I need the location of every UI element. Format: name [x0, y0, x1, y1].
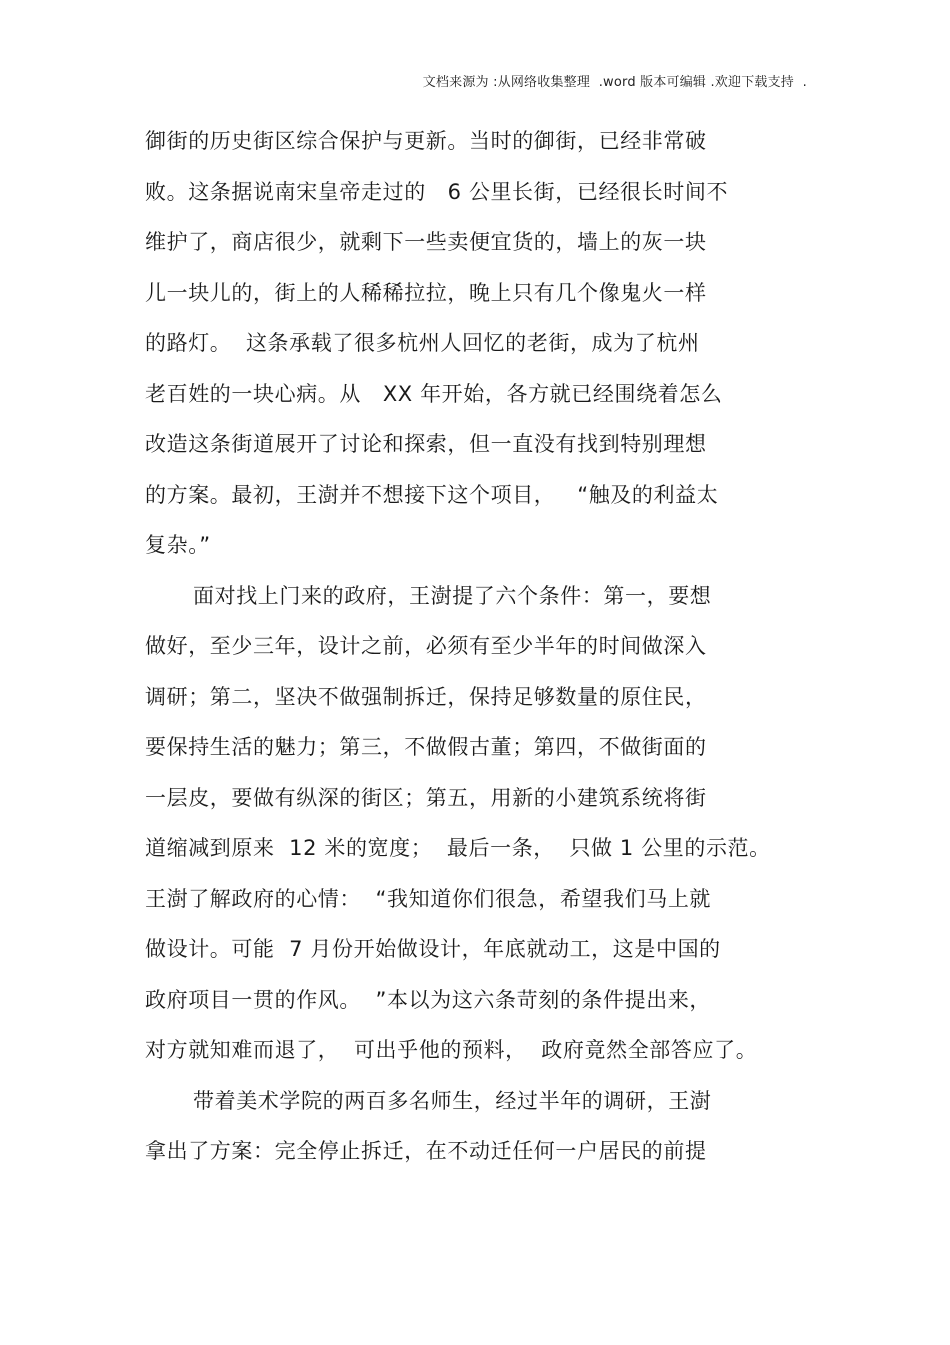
text-line: 御街的历史街区综合保护与更新。当时的御街，已经非常破: [145, 129, 707, 153]
text-line: 拿出了方案：完全停止拆迁，在不动迁任何一户居民的前提: [145, 1139, 707, 1163]
paragraph-2: [145, 577, 805, 1082]
text-line: 一层皮，要做有纵深的街区；第五，用新的小建筑系统将街: [145, 785, 707, 810]
text-line: 要保持生活的魅力；第三，不做假古董；第四，不做街面的: [145, 735, 707, 759]
text-line: 对方就知难而退了， 可出乎他的预料， 政府竟然全部答应了。: [145, 1038, 758, 1062]
text-line: 复杂。”: [145, 533, 211, 557]
text-line: 道缩减到原来 12 米的宽度； 最后一条， 只做 1 公里的示范。: [145, 836, 771, 860]
body-text: [145, 122, 805, 1183]
text-line: 带着美术学院的两百多名师生，经过半年的调研，王澍: [193, 1088, 712, 1113]
paragraph-1: [145, 122, 805, 577]
text-line: 的路灯。 这条承载了很多杭州人回忆的老街，成为了杭州: [145, 331, 700, 355]
text-line: 的方案。最初，王澍并不想接下这个项目， “触及的利益太: [145, 482, 719, 507]
text-line: 老百姓的一块心病。从 XX 年开始，各方就已经围绕着怎么: [145, 381, 723, 406]
text-line: 王澍了解政府的心情： “我知道你们很急，希望我们马上就: [145, 886, 712, 911]
text-line: 改造这条街道展开了讨论和探索，但一直没有找到特别理想: [145, 432, 707, 456]
text-line: 面对找上门来的政府，王澍提了六个条件：第一，要想: [193, 583, 712, 608]
text-line: 维护了，商店很少，就剩下一些卖便宜货的，墙上的灰一块: [145, 230, 707, 254]
text-line: 政府项目一贯的作风。 ”本以为这六条苛刻的条件提出来，: [145, 987, 712, 1012]
text-line: 儿一块儿的，街上的人稀稀拉拉，晚上只有几个像鬼火一样: [145, 280, 707, 305]
text-line: 做好，至少三年，设计之前，必须有至少半年的时间做深入: [145, 634, 707, 658]
source-note: 文档来源为 :从网络收集整理 .word 版本可编辑 .欢迎下载支持 .: [422, 75, 807, 90]
text-line: 做设计。可能 7 月份开始做设计，年底就动工，这是中国的: [145, 937, 721, 961]
text-line: 调研；第二，坚决不做强制拆迁，保持足够数量的原住民，: [145, 684, 707, 709]
paragraph-3: [145, 1082, 805, 1183]
text-line: 败。这条据说南宋皇帝走过的 6 公里长街，已经很长时间不: [145, 179, 729, 204]
